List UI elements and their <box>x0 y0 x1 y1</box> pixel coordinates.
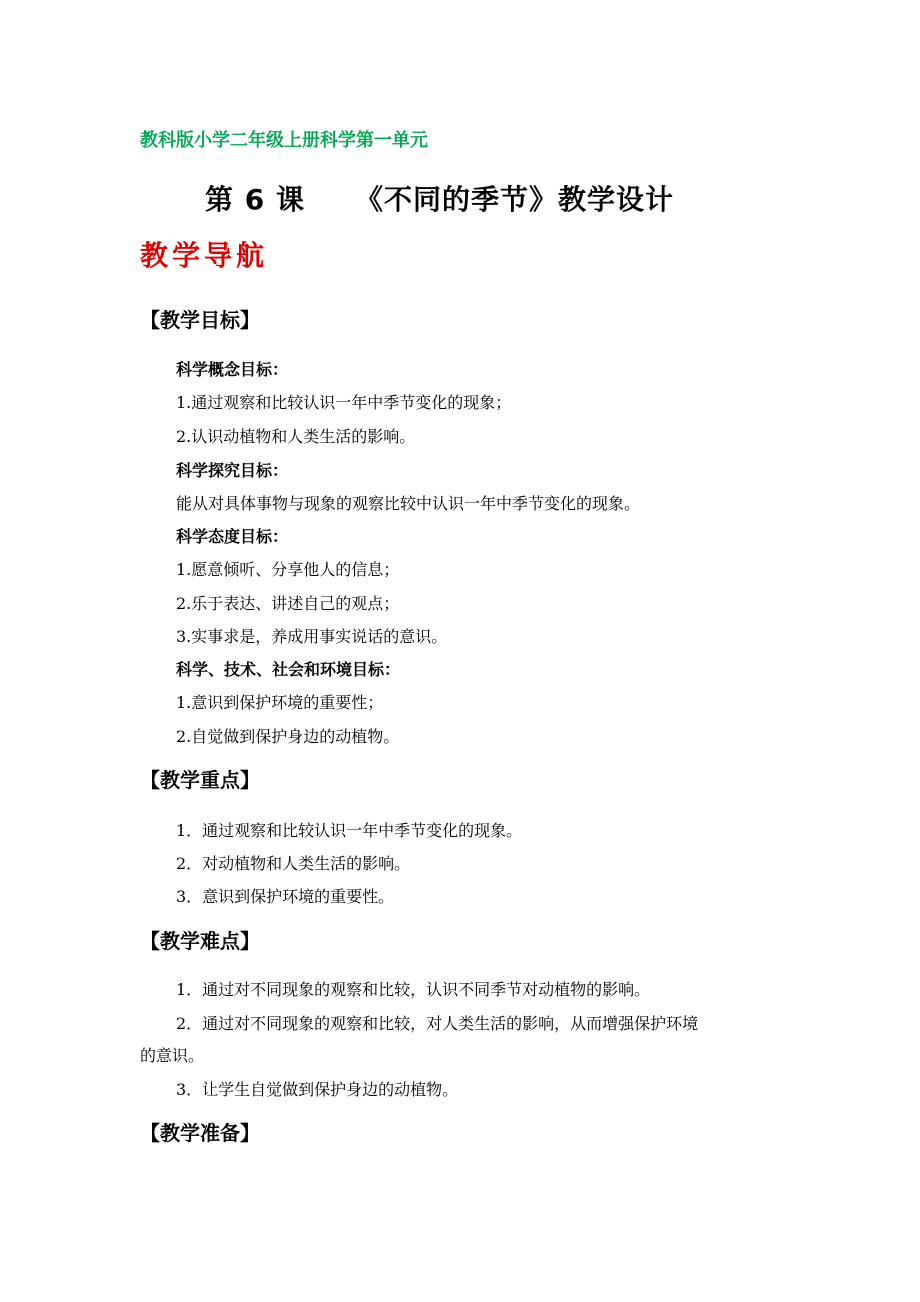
inquiry-text: 能从对具体事物与现象的观察比较中认识一年中季节变化的现象。 <box>176 494 641 513</box>
attitude-label: 科学态度目标： <box>176 527 289 546</box>
stse-label: 科学、技术、社会和环境目标： <box>176 660 401 679</box>
difficulty-item: 3．让学生自觉做到保护身边的动植物。 <box>176 1080 459 1099</box>
stse-item: 2.自觉做到保护身边的动植物。 <box>176 727 400 746</box>
attitude-item: 2.乐于表达、讲述自己的观点； <box>176 594 400 613</box>
key-point-item: 3．意识到保护环境的重要性。 <box>176 887 395 906</box>
difficulty-item: 1．通过对不同现象的观察和比较，认识不同季节对动植物的影响。 <box>176 980 651 999</box>
difficulty-item: 2．通过对不同现象的观察和比较，对人类生活的影响，从而增强保护环境 <box>176 1014 699 1033</box>
attitude-item: 3.实事求是，养成用事实说话的意识。 <box>176 627 448 646</box>
lesson-title <box>205 178 674 218</box>
inquiry-label: 科学探究目标： <box>176 461 289 480</box>
unit-kicker: 教科版小学二年级上册科学第一单元 <box>140 130 428 151</box>
concept-label: 科学概念目标： <box>176 360 289 379</box>
key-point-item: 2．对动植物和人类生活的影响。 <box>176 854 411 873</box>
difficulty-item-continuation: 的意识。 <box>140 1046 205 1065</box>
concept-item: 1.通过观察和比较认识一年中季节变化的现象； <box>176 393 512 412</box>
stse-item: 1.意识到保护环境的重要性； <box>176 693 384 712</box>
objectives-heading: 【教学目标】 <box>140 308 260 332</box>
preparation-heading: 【教学准备】 <box>140 1121 260 1145</box>
lesson-number: 第 6 课 <box>205 183 305 216</box>
section-nav-title: 教学导航 <box>140 239 269 272</box>
concept-item: 2.认识动植物和人类生活的影响。 <box>176 427 416 446</box>
lesson-name: 《不同的季节》教学设计 <box>354 183 674 216</box>
attitude-item: 1.愿意倾听、分享他人的信息； <box>176 560 400 579</box>
key-points-heading: 【教学重点】 <box>140 768 260 792</box>
key-point-item: 1．通过观察和比较认识一年中季节变化的现象。 <box>176 821 523 840</box>
difficulties-heading: 【教学难点】 <box>140 929 260 953</box>
